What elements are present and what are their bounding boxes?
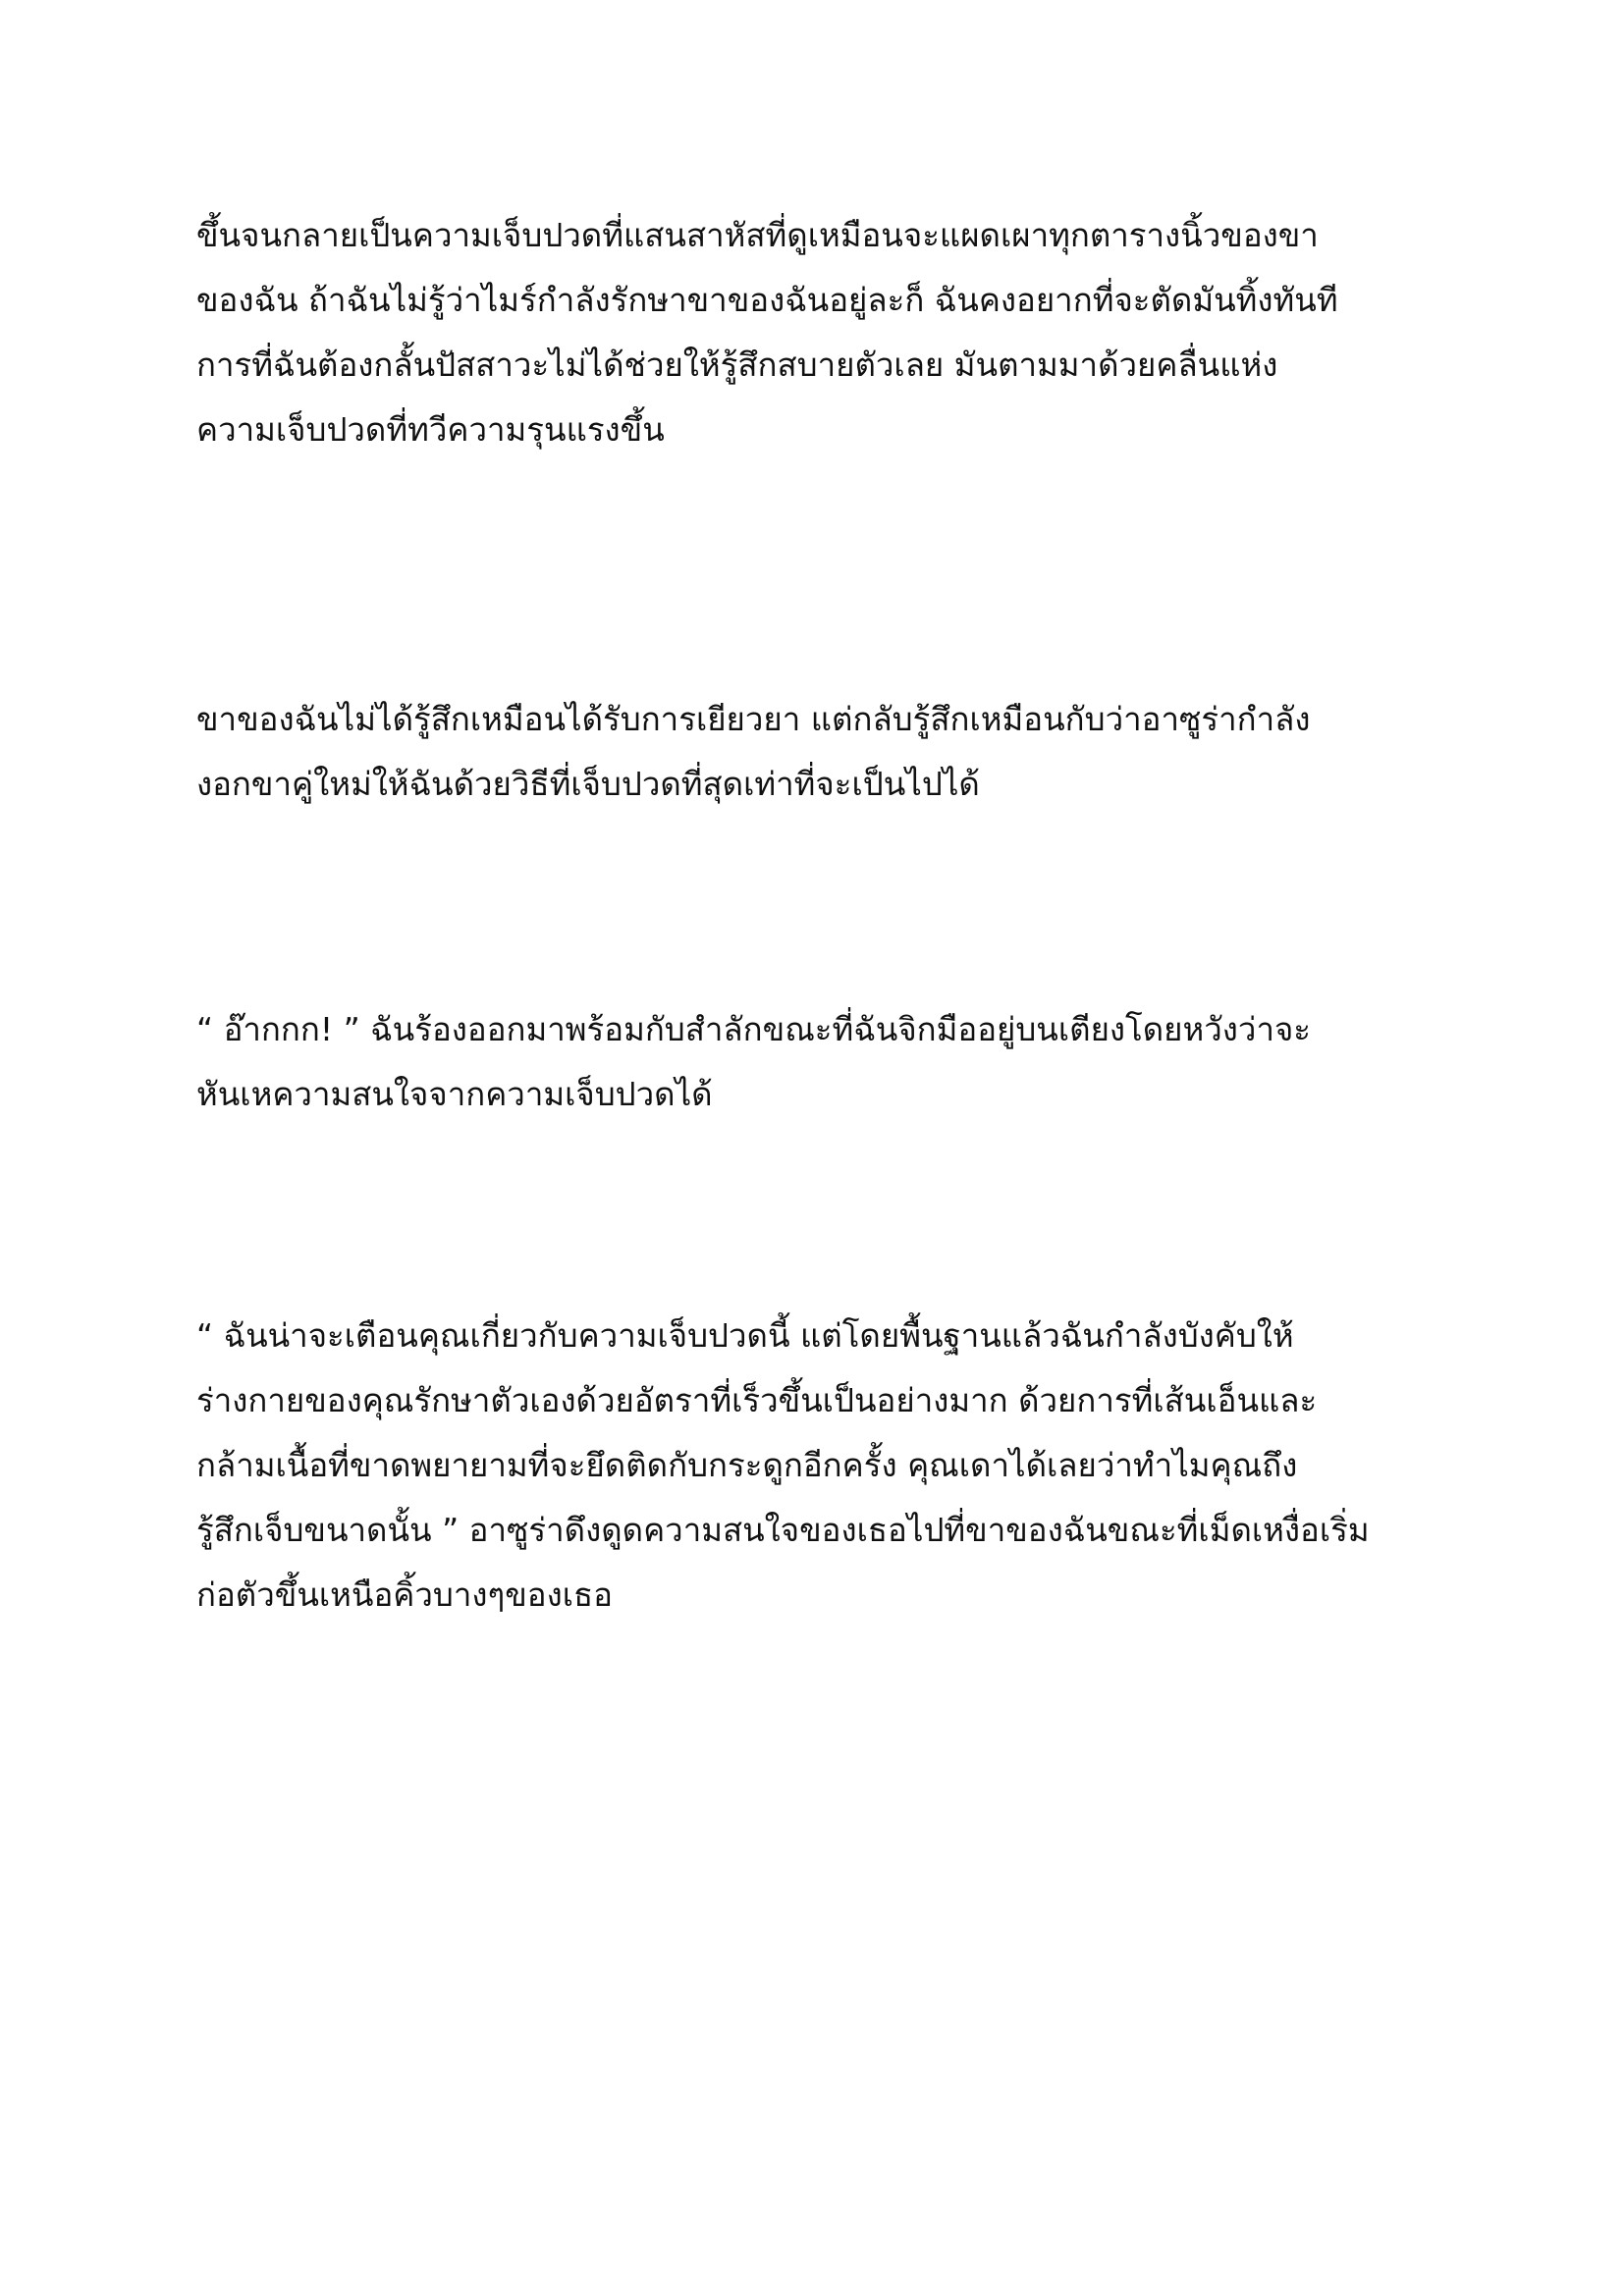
paragraph-1 — [196, 203, 1473, 462]
text-line: “ อ๊ากกก! ” ฉันร้องออกมาพร้อมกับสำลักขณะที่ฉันจิกมืออยู่บนเตียงโดยหวังว่าจะ — [196, 1010, 1312, 1048]
text-line: ขาของฉันไม่ได้รู้สึกเหมือนได้รับการเยียวยา แต่กลับรู้สึกเหมือนกับว่าอาซูร่ากำลัง — [196, 700, 1311, 738]
text-line: ความเจ็บปวดที่ทวีความรุนแรงขึ้น — [196, 410, 665, 449]
paragraph-4 — [196, 1304, 1473, 1628]
text-line: การที่ฉันต้องกลั้นปัสสาวะไม่ได้ช่วยให้รู้สึกสบายตัวเลย มันตามมาด้วยคลื่นแห่ง — [196, 346, 1278, 384]
text-line: งอกขาคู่ใหม่ให้ฉันด้วยวิธีที่เจ็บปวดที่สุดเท่าที่จะเป็นไปได้ — [196, 765, 980, 803]
paragraph-2 — [196, 687, 1473, 817]
text-line: ขึ้นจนกลายเป็นความเจ็บปวดที่แสนสาหัสที่ดูเหมือนจะแผดเผาทุกตารางนิ้วของขา — [196, 216, 1319, 254]
paragraph-3 — [196, 997, 1473, 1127]
text-line: หันเหความสนใจจากความเจ็บปวดได้ — [196, 1075, 713, 1113]
text-line: กล้ามเนื้อที่ขาดพยายามที่จะยึดติดกับกระดูกอีกครั้ง คุณเดาได้เลยว่าทำไมคุณถึง — [196, 1446, 1298, 1484]
text-line: ร่างกายของคุณรักษาตัวเองด้วยอัตราที่เร็วขึ้นเป็นอย่างมาก ด้วยการที่เส้นเอ็นและ — [196, 1381, 1318, 1419]
text-line: “ ฉันน่าจะเตือนคุณเกี่ยวกับความเจ็บปวดนี้ แต่โดยพื้นฐานแล้วฉันกำลังบังคับให้ — [196, 1316, 1294, 1355]
text-line: ของฉัน ถ้าฉันไม่รู้ว่าไมร์กำลังรักษาขาของฉันอยู่ละก็ ฉันคงอยากที่จะตัดมันทิ้งทันที — [196, 281, 1338, 319]
text-line: รู้สึกเจ็บขนาดนั้น ” อาซูร่าดึงดูดความสนใจของเธอไปที่ขาของฉันขณะที่เม็ดเหงื่อเริ่ม — [196, 1511, 1370, 1549]
text-line: ก่อตัวขึ้นเหนือคิ้วบางๆของเธอ — [196, 1575, 613, 1614]
